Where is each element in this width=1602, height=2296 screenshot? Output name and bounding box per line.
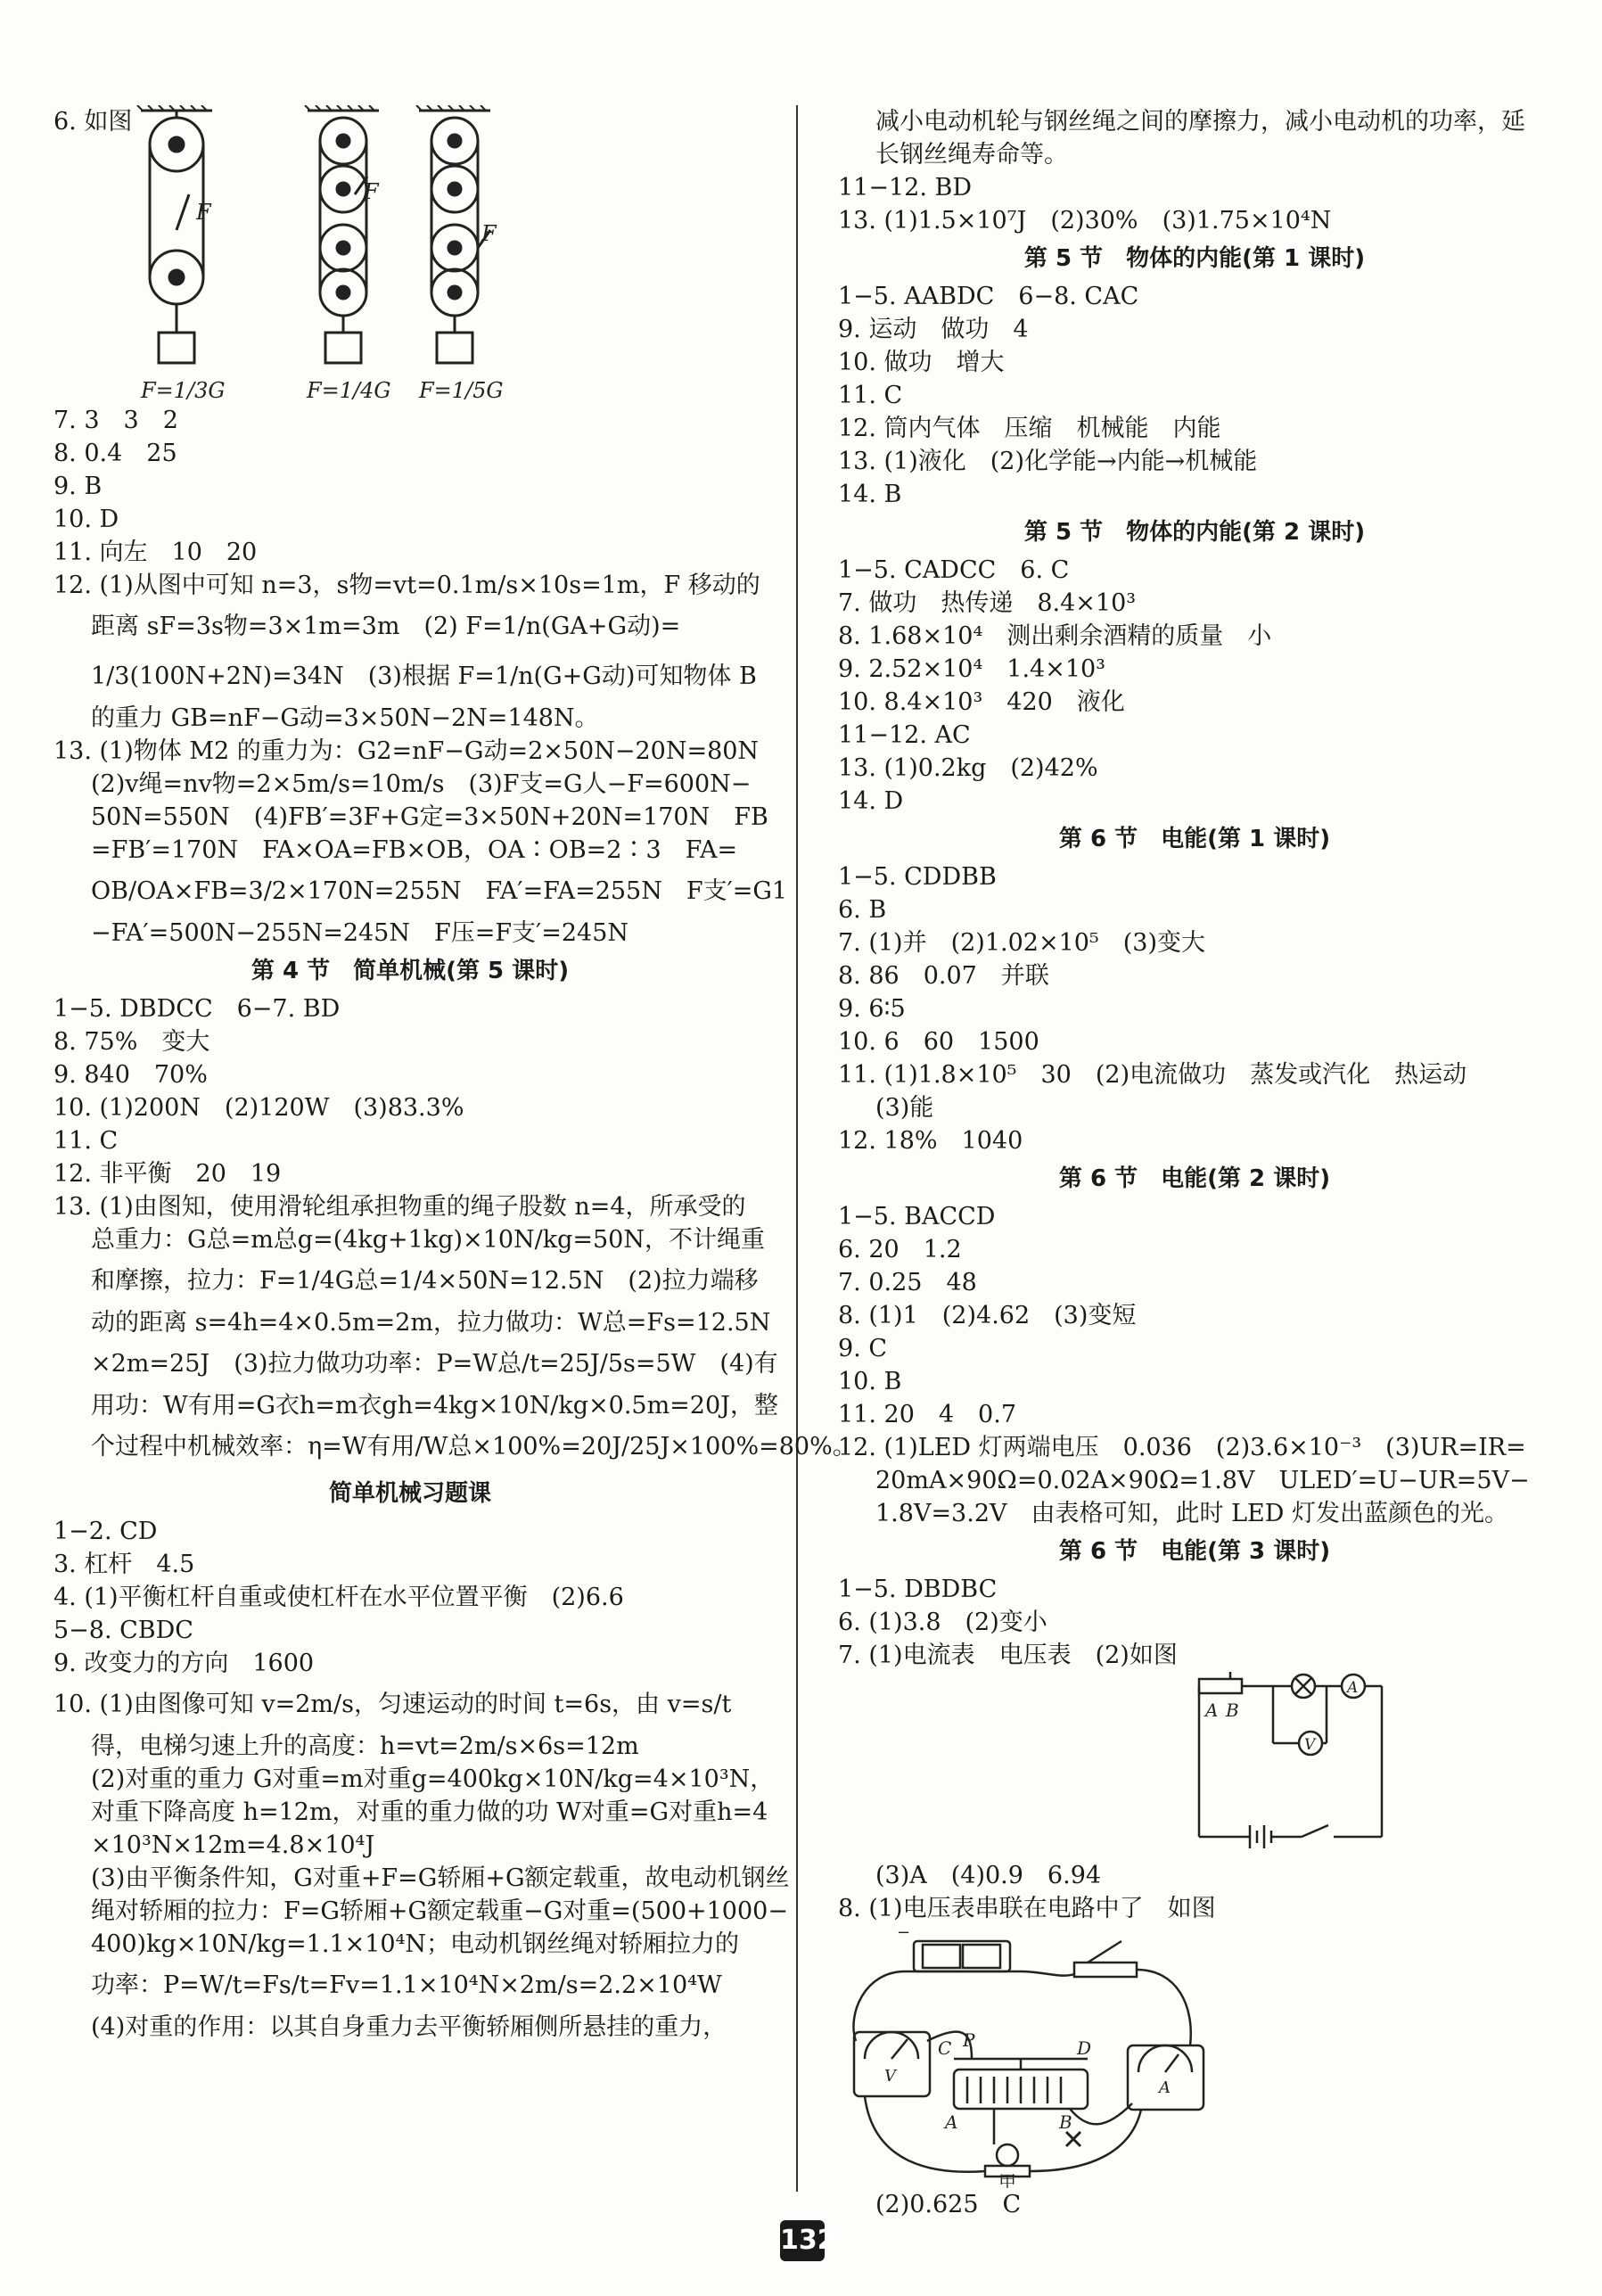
pulley-label-3: F=1/5G [419, 378, 504, 403]
pulley-diagrams [53, 105, 767, 404]
answer-line: 10. D [53, 506, 119, 533]
exp-label-p: P [963, 2029, 975, 2051]
answer-line: 4. (1)平衡杠杆自重或使杠杆在水平位置平衡 (2)6.6 [53, 1584, 624, 1611]
answer-line: 8. 86 0.07 并联 [838, 962, 1049, 990]
experiment-figure [838, 1925, 1551, 2188]
voltmeter-label: V [1304, 1736, 1316, 1754]
answer-line: 9. 840 70% [53, 1061, 208, 1089]
answer-line: 50N=550N (4)FB′=3F+G定=3×50N+20N=170N FB [91, 803, 768, 831]
pulley-figure [53, 105, 767, 404]
answer-line: 14. B [838, 481, 902, 508]
answer-line: 11. 向左 10 20 [53, 539, 258, 566]
answer-line: 10. (1)由图像可知 v=2m/s，匀速运动的时间 t=6s，由 v=s/t [53, 1691, 732, 1718]
force-label-2: F [364, 179, 379, 204]
exp-label-b: B [1059, 2111, 1072, 2133]
answer-line: 11−12. AC [838, 721, 971, 749]
answer-line: 12. 筒内气体 压缩 机械能 内能 [838, 415, 1221, 442]
answer-line: 12. 18% 1040 [838, 1127, 1023, 1155]
answer-line: 7. (1)电流表 电压表 (2)如图 [838, 1642, 1178, 1669]
circuit-diagram [838, 1672, 1551, 1859]
answer-line: 7. 做功 热传递 8.4×10³ [838, 589, 1137, 617]
circuit-figure [838, 1672, 1551, 1859]
answer-line: 长钢丝绳寿命等。 [875, 141, 1068, 169]
answer-line: 10. 8.4×10³ 420 液化 [838, 688, 1125, 716]
answer-line: (2)v绳=nv物=2×5m/s=10m/s (3)F支=G人−F=600N− [91, 770, 752, 798]
answer-line: 1−5. DBDBC [838, 1576, 998, 1603]
answer-line: 10. 做功 增大 [838, 349, 1005, 376]
answer-line: 距离 sF=3s物=3×1m=3m (2) F=1/n(GA+G动)= [91, 613, 681, 640]
answer-line: 13. (1)0.2kg (2)42% [838, 754, 1098, 782]
answer-line: 9. 运动 做功 4 [838, 316, 1029, 343]
answer-line: 动的距离 s=4h=4×0.5m=2m，拉力做功：W总=Fs=12.5N [91, 1309, 771, 1337]
force-label-1: F [196, 200, 211, 225]
section-heading: 第 6 节 电能(第 3 课时) [1058, 1538, 1331, 1565]
exp-caption: 甲 [998, 2171, 1016, 2188]
section-heading: 第 6 节 电能(第 1 课时) [1058, 826, 1331, 852]
answer-line: 1−5. CDDBB [838, 863, 997, 891]
answer-line: 11−12. BD [838, 174, 972, 202]
left-answers-a [53, 404, 788, 950]
answer-line: ×2m=25J (3)拉力做功功率：P=W总/t=25J/5s=5W (4)有 [91, 1350, 778, 1378]
answer-line: 对重下降高度 h=12m，对重的重力做的功 W对重=G对重h=4 [91, 1798, 768, 1826]
left-answers-c [53, 1515, 790, 2044]
answer-line: 10. (1)200N (2)120W (3)83.3% [53, 1094, 464, 1122]
answer-line: 6. B [838, 896, 887, 924]
left-answers-b [53, 992, 857, 1472]
answer-line: 3. 杠杆 4.5 [53, 1551, 195, 1578]
answer-line: 1−5. CADCC 6. C [838, 556, 1070, 584]
pulley-label-2: F=1/4G [307, 378, 391, 403]
answer-line: 11. C [838, 382, 903, 409]
answer-line: 8. 75% 变大 [53, 1028, 210, 1056]
answer-line: 8. (1)电压表串联在电路中了 如图 [838, 1895, 1216, 1922]
right-column [838, 105, 1551, 2221]
answer-line: 9. 6∶5 [838, 995, 906, 1023]
circuit-label-b: B [1226, 1699, 1239, 1721]
section-heading: 第 4 节 简单机械(第 5 课时) [251, 958, 570, 984]
answer-line: 7. 3 3 2 [53, 407, 178, 434]
answer-line: 5−8. CBDC [53, 1617, 193, 1644]
circuit-label-a: A [1205, 1699, 1219, 1721]
right-answers-f [838, 1573, 1551, 1672]
answer-line: 10. 6 60 1500 [838, 1028, 1039, 1056]
answer-line: 12. (1)LED 灯两端电压 0.036 (2)3.6×10⁻³ (3)UR=IR= [838, 1434, 1526, 1461]
answer-line: 减小电动机轮与钢丝绳之间的摩擦力，减小电动机的功率，延 [875, 108, 1525, 136]
answer-line: 8. 0.4 25 [53, 440, 177, 467]
right-answers-e [838, 1200, 1551, 1530]
exp-label-c: C [938, 2037, 952, 2059]
right-answers-c [838, 554, 1551, 818]
answer-line: 1.8V=3.2V 由表格可知，此时 LED 灯发出蓝颜色的光。 [875, 1500, 1508, 1527]
answer-line: 得，电梯匀速上升的高度：h=vt=2m/s×6s=12m [91, 1732, 639, 1760]
answer-line: 7. (1)并 (2)1.02×10⁵ (3)变大 [838, 929, 1206, 957]
right-answers-d [838, 860, 1551, 1157]
answer-line: (2)对重的重力 G对重=m对重g=400kg×10N/kg=4×10³N， [91, 1765, 775, 1793]
answer-line: 20mA×90Ω=0.02A×90Ω=1.8V ULED′=U−UR=5V− [875, 1467, 1530, 1494]
ammeter-label: A [1347, 1679, 1359, 1697]
right-answers-h [838, 2188, 1551, 2221]
exp-ammeter-label: A [1159, 2078, 1171, 2097]
answer-line: 的重力 GB=nF−G动=3×50N−2N=148N。 [91, 704, 599, 732]
answer-line: 6. (1)3.8 (2)变小 [838, 1609, 1047, 1636]
answer-line: 11. C [53, 1127, 119, 1155]
answer-line: 8. 1.68×10⁴ 测出剩余酒精的质量 小 [838, 622, 1272, 650]
answer-line: (3)能 [875, 1094, 934, 1122]
answer-line: 13. (1)由图知，使用滑轮组承担物重的绳子股数 n=4，所承受的 [53, 1193, 746, 1221]
answer-line: 10. B [838, 1368, 902, 1395]
answer-line: 1−5. AABDC 6−8. CAC [838, 283, 1139, 310]
column-divider [796, 105, 798, 2192]
answer-line: 9. 2.52×10⁴ 1.4×10³ [838, 655, 1106, 683]
left-column [53, 105, 857, 2044]
answer-line: −FA′=500N−255N=245N F压=F支′=245N [91, 919, 628, 947]
answer-line: 12. (1)从图中可知 n=3，s物=vt=0.1m/s×10s=1m，F 移动的 [53, 572, 760, 599]
answer-line: 9. B [53, 473, 103, 500]
answer-line: (2)0.625 C [875, 2191, 1022, 2218]
answer-line: =FB′=170N FA×OA=FB×OB，OA∶OB=2∶3 FA= [91, 836, 738, 864]
answer-line: 13. (1)物体 M2 的重力为：G2=nF−G动=2×50N−20N=80N [53, 737, 760, 765]
answer-line: 总重力：G总=m总g=(4kg+1kg)×10N/kg=50N，不计绳重 [91, 1226, 765, 1254]
answer-line: 个过程中机械效率：η=W有用/W总×100%=20J/25J×100%=80%。 [91, 1433, 857, 1461]
answer-line: 11. (1)1.8×10⁵ 30 (2)电流做功 蒸发或汽化 热运动 [838, 1061, 1467, 1089]
right-answers-a [838, 105, 1551, 237]
exp-label-d: D [1077, 2037, 1092, 2059]
force-label-3: F [481, 221, 497, 246]
answer-line: 和摩擦，拉力：F=1/4G总=1/4×50N=12.5N (2)拉力端移 [91, 1267, 759, 1295]
answer-line: 1−2. CD [53, 1518, 158, 1545]
answer-line: 12. 非平衡 20 19 [53, 1160, 282, 1188]
right-answers-g [838, 1859, 1551, 1925]
answer-line: 9. C [838, 1335, 888, 1362]
section-heading: 第 6 节 电能(第 2 课时) [1058, 1165, 1331, 1192]
answer-line: 用功：W有用=G衣h=m衣gh=4kg×10N/kg×0.5m=20J，整 [91, 1392, 778, 1420]
page-number: 132 [780, 2220, 825, 2261]
answer-line: 功率：P=W/t=Fs/t=Fv=1.1×10⁴N×2m/s=2.2×10⁴W [91, 1971, 722, 1999]
experiment-diagram [838, 1925, 1551, 2188]
answer-line: ×10³N×12m=4.8×10⁴J [91, 1831, 375, 1859]
answer-line: 14. D [838, 787, 904, 815]
exp-minus-label: − [897, 1925, 911, 1942]
answer-line: 11. 20 4 0.7 [838, 1401, 1016, 1428]
answer-line: 8. (1)1 (2)4.62 (3)变短 [838, 1302, 1137, 1329]
section-heading: 第 5 节 物体的内能(第 2 课时) [1023, 519, 1366, 546]
section-heading: 简单机械习题课 [328, 1480, 491, 1507]
answer-line: 6. 20 1.2 [838, 1236, 962, 1263]
answer-line: 13. (1)液化 (2)化学能→内能→机械能 [838, 448, 1258, 475]
pulley-label-1: F=1/3G [141, 378, 226, 403]
answer-line: (3)A (4)0.9 6.94 [875, 1862, 1102, 1889]
answer-line: 400)kg×10N/kg=1.1×10⁴N；电动机钢丝绳对轿厢拉力的 [91, 1930, 740, 1958]
answer-line: 绳对轿厢的拉力：F=G轿厢+G额定载重−G对重=(500+1000− [91, 1897, 788, 1925]
exp-label-a: A [945, 2111, 958, 2133]
answer-line: 1−5. DBDCC 6−7. BD [53, 995, 341, 1023]
answer-line: 7. 0.25 48 [838, 1269, 977, 1296]
answer-line: (3)由平衡条件知，G对重+F=G轿厢+G额定载重，故电动机钢丝 [91, 1864, 790, 1892]
exp-voltmeter-label: V [884, 2067, 896, 2086]
answer-line: 9. 改变力的方向 1600 [53, 1650, 315, 1677]
answer-line: 1−5. BACCD [838, 1203, 996, 1230]
answer-line: OB/OA×FB=3/2×170N=255N FA′=FA=255N F支′=G1 [91, 877, 788, 905]
section-heading: 第 5 节 物体的内能(第 1 课时) [1023, 245, 1366, 272]
answer-line: 1/3(100N+2N)=34N (3)根据 F=1/n(G+G动)可知物体 B [91, 662, 757, 690]
right-answers-b [838, 280, 1551, 511]
answer-line: (4)对重的作用：以其自身重力去平衡轿厢侧所悬挂的重力， [91, 2013, 727, 2041]
answer-line: 13. (1)1.5×10⁷J (2)30% (3)1.75×10⁴N [838, 207, 1332, 235]
q6-label: 6. 如图 [53, 108, 133, 136]
